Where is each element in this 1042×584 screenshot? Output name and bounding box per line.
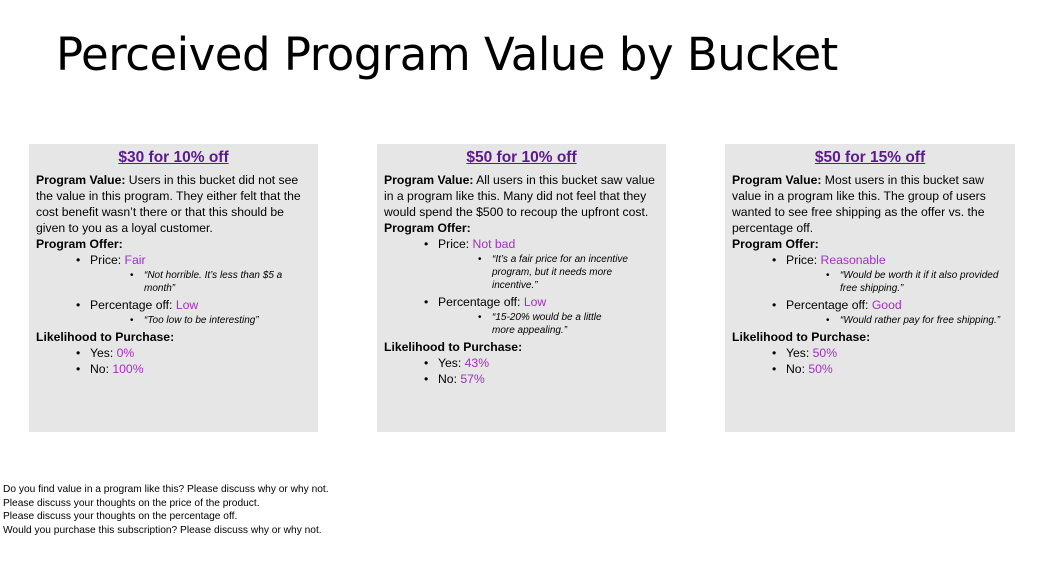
yes-item [36, 345, 311, 361]
card-title: $50 for 10% off [466, 149, 577, 166]
price-label: Price: [438, 237, 473, 251]
program-value-label: Program Value: [732, 173, 822, 187]
bucket-card-1 [29, 144, 318, 432]
program-offer-label: Program Offer: [36, 237, 123, 251]
question-item: Please discuss your thoughts on the price of the product. [3, 497, 260, 509]
pct-quote: • “Too low to be interesting” [90, 314, 311, 327]
question-item: Do you find value in a program like this? Please discuss why or why not. [3, 484, 329, 495]
no-value: 50% [808, 362, 833, 376]
yes-value: 0% [116, 346, 135, 360]
price-label: Price: [786, 253, 821, 267]
offer-list [384, 236, 659, 339]
card-title: $50 for 15% off [814, 149, 926, 166]
no-value: 57% [460, 372, 485, 386]
program-value-text: All users in this bucket saw value in a program like this. Many did not feel that they would spend the $500 to recoup the upfront cost. [384, 173, 655, 219]
no-value: 100% [112, 362, 144, 376]
question-item: Would you purchase this subscription? Please discuss why or why not. [3, 524, 322, 536]
no-label: No: [90, 362, 113, 376]
yes-label: Yes: [438, 356, 465, 370]
program-value-label: Program Value: [36, 173, 126, 187]
bucket-card-2 [377, 144, 666, 432]
yes-label: Yes: [90, 346, 117, 360]
question-item: Please discuss your thoughts on the percentage off. [3, 511, 238, 522]
program-value-paragraph [732, 172, 1008, 236]
price-quote: • “Not horrible. It’s less than $5 a month” [90, 269, 311, 295]
slide-title: Perceived Program Value by Bucket [56, 28, 838, 81]
program-value-paragraph [36, 172, 311, 236]
likelihood-list [36, 345, 311, 377]
price-item [384, 236, 659, 294]
program-value-label: Program Value: [384, 173, 474, 187]
pct-quote: • “15-20% would be a little more appealing.” [438, 311, 659, 337]
pct-item [384, 294, 659, 339]
price-rating: Reasonable [820, 253, 886, 267]
yes-label: Yes: [786, 346, 813, 360]
program-value-text: Users in this bucket did not see the value in this program. They either felt that the cost benefit wasn’t there or that this should be given to you as a loyal customer. [36, 173, 301, 235]
pct-item [732, 297, 1008, 329]
discussion-questions [3, 483, 329, 537]
pct-rating: Low [175, 298, 199, 312]
offer-list [36, 252, 311, 329]
likelihood-list [732, 345, 1008, 377]
no-item [384, 371, 659, 387]
likelihood-list [384, 355, 659, 387]
price-rating: Fair [124, 253, 146, 267]
no-label: No: [438, 372, 461, 386]
no-label: No: [786, 362, 809, 376]
bucket-card-3 [725, 144, 1015, 432]
no-item [732, 361, 1008, 377]
yes-item [384, 355, 659, 371]
yes-item [732, 345, 1008, 361]
pct-rating: Low [523, 295, 547, 309]
pct-rating: Good [871, 298, 902, 312]
price-item [732, 252, 1008, 297]
program-value-text: Most users in this bucket saw value in a program like this. The group of users wanted to see free shipping as the offer vs. the percentage off. [732, 173, 986, 235]
price-item [36, 252, 311, 297]
pct-label: Percentage off: [90, 298, 176, 312]
price-quote: • “It’s a fair price for an incentive program, but it needs more incentive.” [438, 253, 659, 292]
pct-label: Percentage off: [438, 295, 524, 309]
price-label: Price: [90, 253, 125, 267]
likelihood-label: Likelihood to Purchase: [36, 330, 175, 344]
program-offer-label: Program Offer: [732, 237, 819, 251]
pct-label: Percentage off: [786, 298, 872, 312]
program-value-paragraph [384, 172, 659, 220]
price-quote: • “Would be worth it if it also provided free shipping.” [786, 269, 1008, 295]
price-rating: Not bad [472, 237, 516, 251]
card-title: $30 for 10% off [118, 149, 229, 166]
no-item [36, 361, 311, 377]
pct-quote: • “Would rather pay for free shipping.” [786, 314, 1008, 327]
likelihood-label: Likelihood to Purchase: [732, 330, 871, 344]
likelihood-label: Likelihood to Purchase: [384, 340, 523, 354]
yes-value: 50% [812, 346, 838, 360]
offer-list [732, 252, 1008, 329]
pct-item [36, 297, 311, 329]
yes-value: 43% [464, 356, 490, 370]
program-offer-label: Program Offer: [384, 221, 471, 235]
